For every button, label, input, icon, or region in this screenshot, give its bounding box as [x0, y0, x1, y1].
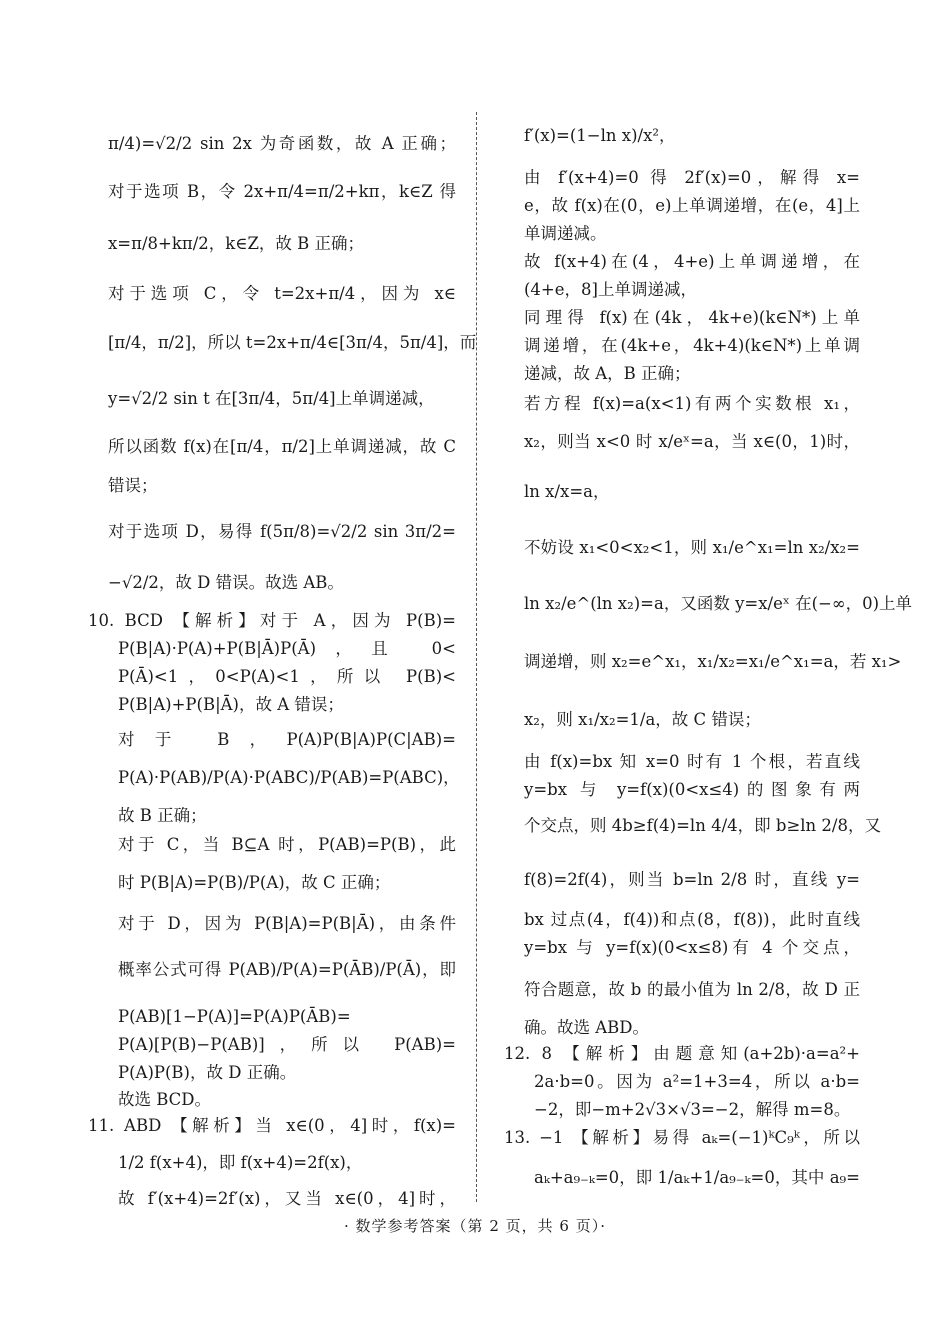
- text-line: 故选 BCD。: [118, 1090, 212, 1109]
- text-line: 同理得 f(x)在(4k，4k+e)(k∈N*)上单: [524, 308, 860, 327]
- text-line: 对于选项 D，易得 f(5π/8)=√2/2 sin 3π/2=: [108, 522, 456, 541]
- text-line: P(AB)[1−P(A)]=P(A)P(ĀB)=: [118, 1007, 351, 1026]
- text-line: 符合题意，故 b 的最小值为 ln 2/8，故 D 正: [524, 980, 860, 999]
- text-line: 2a·b=0。因为 a²=1+3=4，所以 a·b=: [534, 1072, 860, 1091]
- text-line: 所以函数 f(x)在[π/4，π/2]上单调递减，故 C: [108, 437, 456, 456]
- text-line: y=bx 与 y=f(x)(0<x≤4)的图象有两: [524, 780, 860, 799]
- text-line: π/4)=√2/2 sin 2x 为奇函数，故 A 正确；: [108, 134, 456, 153]
- text-line: y=√2/2 sin t 在[3π/4，5π/4]上单调递减，: [108, 389, 435, 408]
- text-line: f(8)=2f(4)，则当 b=ln 2/8 时，直线 y=: [524, 870, 860, 889]
- text-line: 若方程 f(x)=a(x<1)有两个实数根 x₁，: [524, 394, 860, 413]
- text-line: e，故 f(x)在(0，e)上单调递增，在(e，4]上: [524, 196, 860, 215]
- text-line: 对于选项 B，令 2x+π/4=π/2+kπ，k∈Z 得: [108, 182, 456, 201]
- text-line: P(A)[P(B)−P(AB)]，所以 P(AB)=: [118, 1035, 456, 1054]
- text-line: 调递增，在(4k+e，4k+4)(k∈N*)上单调: [524, 336, 860, 355]
- text-line: (4+e，8]上单调递减，: [524, 280, 697, 299]
- answer-12-line: 12. 8 【解析】由题意知(a+2b)·a=a²+: [504, 1044, 860, 1063]
- text-line: x₂，则 x₁/x₂=1/a，故 C 错误；: [524, 710, 761, 729]
- text-line: P(B|A)+P(B|Ā)，故 A 错误；: [118, 695, 344, 714]
- text-line: aₖ+a₉₋ₖ=0，即 1/aₖ+1/a₉₋ₖ=0，其中 a₉=: [534, 1168, 860, 1187]
- text-line: 时 P(B|A)=P(B)/P(A)，故 C 正确；: [118, 873, 391, 892]
- text-line: 个交点，则 4b≥f(4)=ln 4/4，即 b≥ln 2/8，又: [524, 816, 881, 835]
- text-line: P(A)·P(AB)/P(A)·P(ABC)/P(AB)=P(ABC)，: [118, 768, 460, 787]
- page-footer: · 数学参考答案（第 2 页，共 6 页）·: [344, 1217, 606, 1235]
- text-line: 对于选项 C，令 t=2x+π/4，因为 x∈: [108, 284, 456, 303]
- answer-10-line: 10. BCD 【解析】对于 A，因为 P(B)=: [88, 611, 456, 630]
- text-line: 递减，故 A，B 正确；: [524, 364, 691, 383]
- text-line: 对于 B，P(A)P(B|A)P(C|AB)=: [118, 730, 456, 749]
- text-line: 由 f′(x+4)=0 得 2f′(x)=0，解得 x=: [524, 168, 860, 187]
- text-line: [π/4，π/2]，所以 t=2x+π/4∈[3π/4，5π/4]，而: [108, 333, 477, 352]
- text-line: P(A)P(B)，故 D 正确。: [118, 1063, 297, 1082]
- text-line: 故 B 正确；: [118, 806, 207, 825]
- answer-13-line: 13. −1 【解析】易得 aₖ=(−1)ᵏC₉ᵏ，所以: [504, 1128, 860, 1147]
- text-line: 1/2 f(x+4)，即 f(x+4)=2f(x)，: [118, 1153, 363, 1172]
- text-line: P(Ā)<1，0<P(A)<1，所以 P(B)<: [118, 667, 456, 686]
- text-line: 确。故选 ABD。: [524, 1018, 650, 1037]
- text-line: ln x/x=a，: [524, 482, 610, 501]
- text-line: 故 f′(x+4)=2f′(x)，又当 x∈(0，4]时，: [118, 1189, 456, 1208]
- text-line: 调递增，则 x₂=e^x₁，x₁/x₂=x₁/e^x₁=a，若 x₁>: [524, 652, 902, 671]
- text-line: 由 f(x)=bx 知 x=0 时有 1 个根，若直线: [524, 752, 860, 771]
- text-line: x=π/8+kπ/2，k∈Z，故 B 正确；: [108, 234, 365, 253]
- text-line: 不妨设 x₁<0<x₂<1，则 x₁/e^x₁=ln x₂/x₂=: [524, 538, 860, 557]
- text-line: −2，即−m+2√3×√3=−2，解得 m=8。: [534, 1100, 851, 1119]
- text-line: ln x₂/e^(ln x₂)=a，又函数 y=x/eˣ 在(−∞，0)上单: [524, 594, 913, 613]
- text-line: x₂，则当 x<0 时 x/eˣ=a，当 x∈(0，1)时，: [524, 432, 860, 451]
- text-line: 错误；: [108, 476, 158, 495]
- answer-11-line: 11. ABD 【解析】当 x∈(0，4]时，f(x)=: [88, 1116, 456, 1135]
- text-line: bx 过点(4，f(4))和点(8，f(8))，此时直线: [524, 910, 860, 929]
- text-line: 概率公式可得 P(AB)/P(A)=P(ĀB)/P(Ā)，即: [118, 960, 456, 979]
- text-line: 对于 D，因为 P(B|A)=P(B|Ā)，由条件: [118, 914, 456, 933]
- column-divider: [476, 112, 477, 1202]
- text-line: 对于 C，当 B⊆A 时，P(AB)=P(B)，此: [118, 835, 456, 854]
- text-line: y=bx 与 y=f(x)(0<x≤8)有 4 个交点，: [524, 938, 860, 957]
- text-line: −√2/2，故 D 错误。故选 AB。: [108, 573, 344, 592]
- text-line: 故 f(x+4)在(4，4+e)上单调递增，在: [524, 252, 860, 271]
- text-line: 单调递减。: [524, 224, 607, 243]
- text-line: f′(x)=(1−ln x)/x²，: [524, 126, 676, 145]
- text-line: P(B|A)·P(A)+P(B|Ā)P(Ā)，且 0<: [118, 639, 456, 658]
